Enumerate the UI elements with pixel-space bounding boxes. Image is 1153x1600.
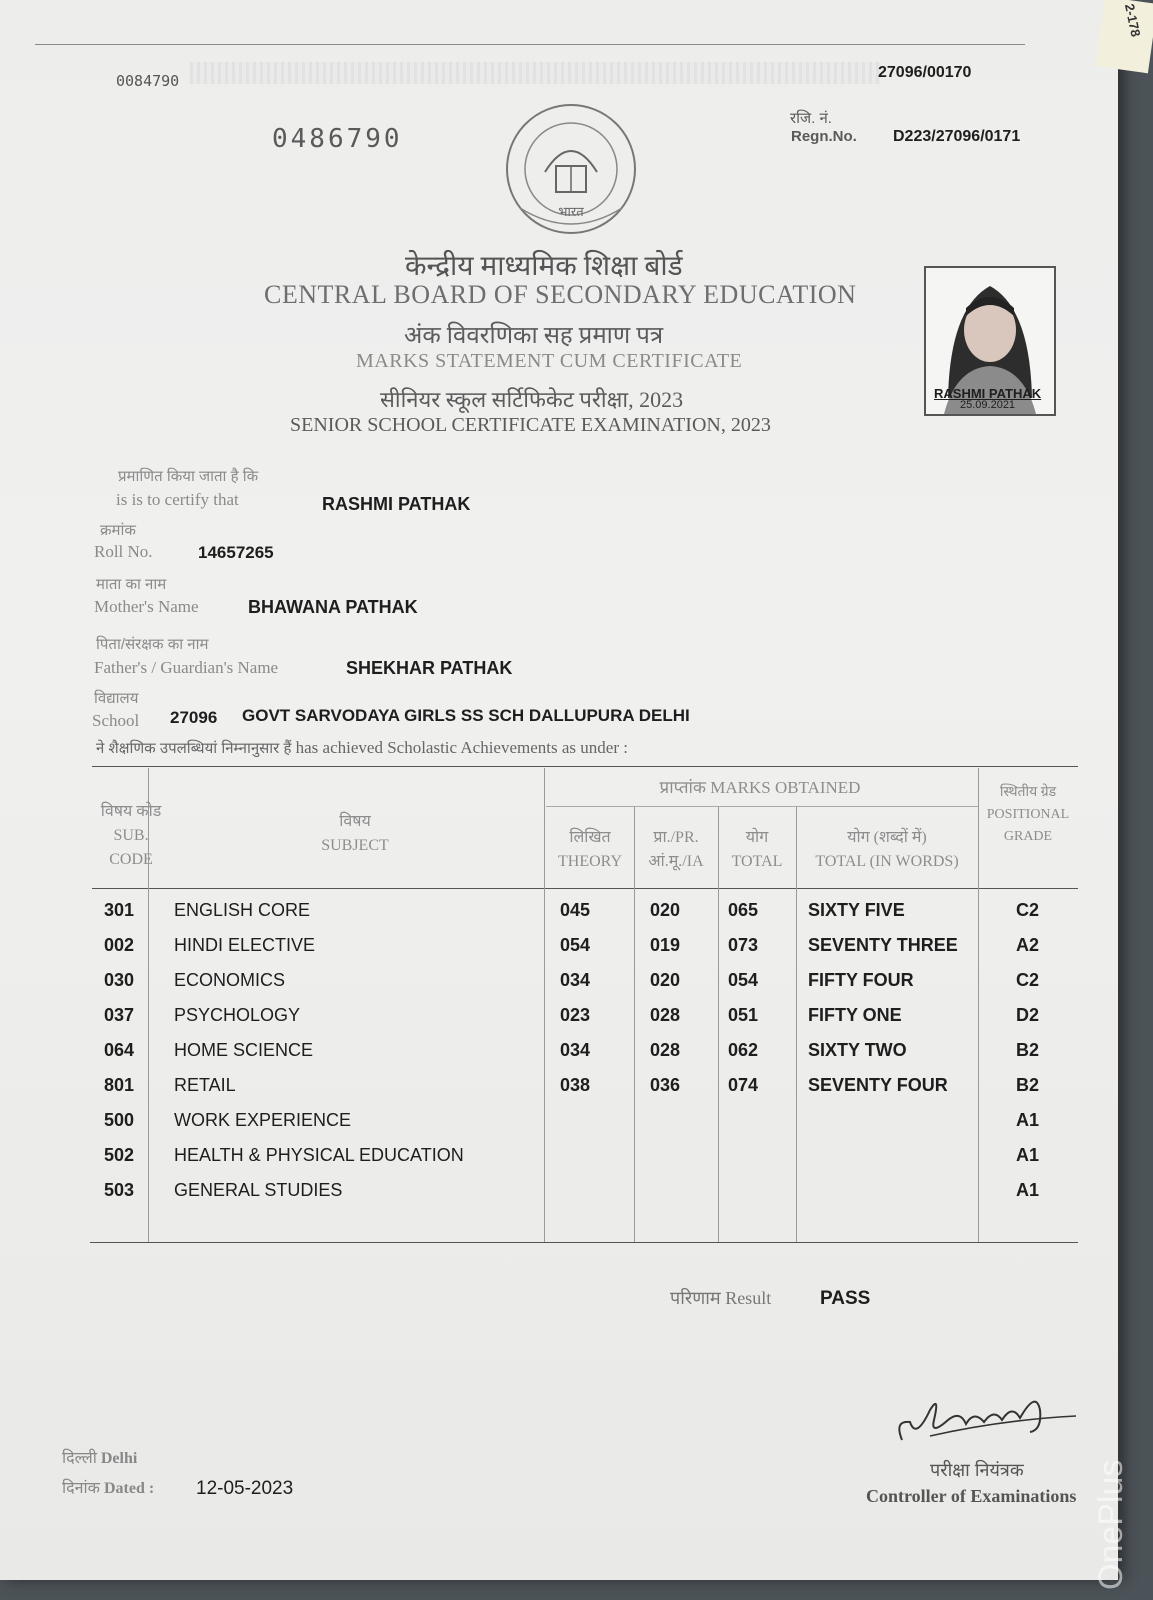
row-total-words: SEVENTY THREE [808, 935, 958, 955]
row-subject: HINDI ELECTIVE [174, 935, 316, 955]
certify-hindi: प्रमाणित किया जाता है कि [118, 468, 259, 485]
row-subject: ECONOMICS [174, 970, 286, 990]
row-total: 062 [728, 1040, 759, 1060]
row-subject: RETAIL [174, 1075, 236, 1095]
row-practical: 036 [650, 1075, 681, 1095]
row-grade: C2 [1016, 900, 1040, 920]
roll-label-hindi: क्रमांक [100, 522, 136, 539]
row-sub-code: 030 [104, 970, 135, 990]
row-subject: WORK EXPERIENCE [174, 1110, 352, 1130]
document-title-hindi: अंक विवरणिका सह प्रमाण पत्र [404, 323, 664, 349]
photo-caption-name: RASHMI PATHAK [934, 386, 1042, 401]
exam-title-english: SENIOR SCHOOL CERTIFICATE EXAMINATION, 2023 [290, 414, 771, 436]
row-theory: 038 [560, 1075, 591, 1095]
row-total: 054 [728, 970, 759, 990]
sticker-text: 2-178 [1121, 2, 1144, 39]
row-sub-code: 503 [104, 1180, 135, 1200]
header-theory: लिखित THEORY [558, 829, 622, 870]
seal-text: भारत [558, 205, 584, 220]
row-grade: D2 [1016, 1005, 1040, 1025]
header-sub-code: विषय कोड SUB. CODE [100, 803, 162, 868]
achieved-statement [96, 738, 628, 758]
guilloche-band [190, 62, 880, 84]
row-total-words: SIXTY FIVE [808, 900, 905, 920]
row-subject: GENERAL STUDIES [174, 1180, 343, 1200]
candidate-name: RASHMI PATHAK [322, 494, 471, 514]
row-total-words: FIFTY FOUR [808, 970, 914, 990]
row-sub-code: 801 [104, 1075, 135, 1095]
board-title-hindi: केन्द्रीय माध्यमिक शिक्षा बोर्ड [405, 251, 683, 282]
row-sub-code: 002 [104, 935, 135, 955]
controller-signature [890, 1380, 1090, 1460]
controller-title-hindi: परीक्षा नियंत्रक [930, 1460, 1024, 1480]
row-total-words: SIXTY TWO [808, 1040, 907, 1060]
date-label: दिनांक Dated : [62, 1480, 155, 1497]
header-marks-obtained: प्राप्तांक MARKS OBTAINED [659, 778, 861, 797]
board-title-english: CENTRAL BOARD OF SECONDARY EDUCATION [264, 280, 857, 309]
photo-caption-date: 25.09.2021 [960, 399, 1016, 411]
table-header-rule [92, 888, 1078, 889]
row-total: 051 [728, 1005, 759, 1025]
row-total-words: SEVENTY FOUR [808, 1075, 948, 1095]
row-theory: 054 [560, 935, 591, 955]
row-sub-code: 301 [104, 900, 135, 920]
top-left-serial: 0084790 [116, 72, 180, 90]
row-practical: 028 [650, 1040, 681, 1060]
achieved-english: has achieved Scholastic Achievements as under : [295, 738, 628, 757]
marks-header-rule [546, 806, 978, 807]
header-positional-grade: स्थितीय ग्रेड POSITIONAL GRADE [986, 785, 1070, 844]
header-total-words: योग (शब्दों में) TOTAL (IN WORDS) [815, 829, 959, 870]
regn-label-hi: रजि. नं. [790, 110, 832, 127]
table-top-rule [92, 766, 1078, 767]
document-title-english: MARKS STATEMENT CUM CERTIFICATE [356, 350, 743, 372]
school-label-hindi: विद्यालय [94, 690, 139, 707]
row-theory: 034 [560, 970, 591, 990]
row-practical: 019 [650, 935, 681, 955]
row-grade: C2 [1016, 970, 1040, 990]
row-sub-code: 064 [104, 1040, 135, 1060]
header-practical: प्रा./PR. आं.मू./IA [648, 829, 704, 870]
father-label-hindi: पिता/संरक्षक का नाम [96, 636, 209, 653]
result-label: परिणाम Result [670, 1288, 772, 1308]
header-subject: विषय SUBJECT [321, 813, 389, 854]
row-sub-code: 037 [104, 1005, 135, 1025]
controller-title-english: Controller of Examinations [866, 1486, 1077, 1506]
row-subject: HOME SCIENCE [174, 1040, 314, 1060]
row-grade: A2 [1016, 935, 1040, 955]
place: दिल्ली Delhi [62, 1450, 138, 1467]
regn-number: D223/27096/0171 [893, 128, 1021, 145]
row-grade: A1 [1016, 1110, 1040, 1130]
school-label: School [92, 711, 140, 730]
row-sub-code: 502 [104, 1145, 135, 1165]
row-grade: A1 [1016, 1180, 1040, 1200]
row-practical: 020 [650, 970, 681, 990]
row-grade: A1 [1016, 1145, 1040, 1165]
row-total: 073 [728, 935, 759, 955]
serial-number: 0486790 [272, 124, 403, 154]
mother-name: BHAWANA PATHAK [248, 597, 418, 617]
father-label: Father's / Guardian's Name [94, 658, 279, 677]
table-bottom-rule [90, 1242, 1078, 1243]
row-subject: HEALTH & PHYSICAL EDUCATION [174, 1145, 464, 1165]
issue-date: 12-05-2023 [196, 1478, 294, 1499]
top-rule [35, 44, 1025, 45]
certify-english: is is to certify that [116, 490, 239, 509]
achieved-hindi: ने शैक्षणिक उपलब्धियां निम्नानुसार हैं [96, 740, 292, 757]
row-grade: B2 [1016, 1075, 1040, 1095]
row-theory: 034 [560, 1040, 591, 1060]
camera-watermark: OnePlus [1092, 1459, 1130, 1590]
row-sub-code: 500 [104, 1110, 135, 1130]
school-name: GOVT SARVODAYA GIRLS SS SCH DALLUPURA DELHI [242, 706, 690, 725]
header-total: योग TOTAL [731, 829, 783, 870]
background-sticker [1095, 0, 1153, 73]
col-divider-words [978, 768, 979, 1242]
row-total: 074 [728, 1075, 759, 1095]
col-divider-subject [544, 768, 545, 1242]
row-total: 065 [728, 900, 759, 920]
mother-label: Mother's Name [94, 597, 199, 616]
result-value: PASS [820, 1288, 871, 1309]
top-right-ref: 27096/00170 [878, 64, 972, 81]
row-subject: ENGLISH CORE [174, 900, 311, 920]
school-code: 27096 [170, 708, 218, 727]
row-practical: 028 [650, 1005, 681, 1025]
row-subject: PSYCHOLOGY [174, 1005, 301, 1025]
row-grade: B2 [1016, 1040, 1040, 1060]
cbse-seal-emblem [500, 100, 642, 238]
exam-title-hindi: सीनियर स्कूल सर्टिफिकेट परीक्षा, 2023 [380, 387, 684, 412]
row-theory: 023 [560, 1005, 591, 1025]
roll-label: Roll No. [94, 542, 153, 561]
row-theory: 045 [560, 900, 591, 920]
roll-number: 14657265 [198, 543, 274, 562]
row-total-words: FIFTY ONE [808, 1005, 902, 1025]
father-name: SHEKHAR PATHAK [346, 658, 513, 678]
regn-label-en: Regn.No. [791, 128, 857, 145]
mother-label-hindi: माता का नाम [96, 576, 167, 593]
candidate-photo [924, 266, 1056, 416]
row-practical: 020 [650, 900, 681, 920]
